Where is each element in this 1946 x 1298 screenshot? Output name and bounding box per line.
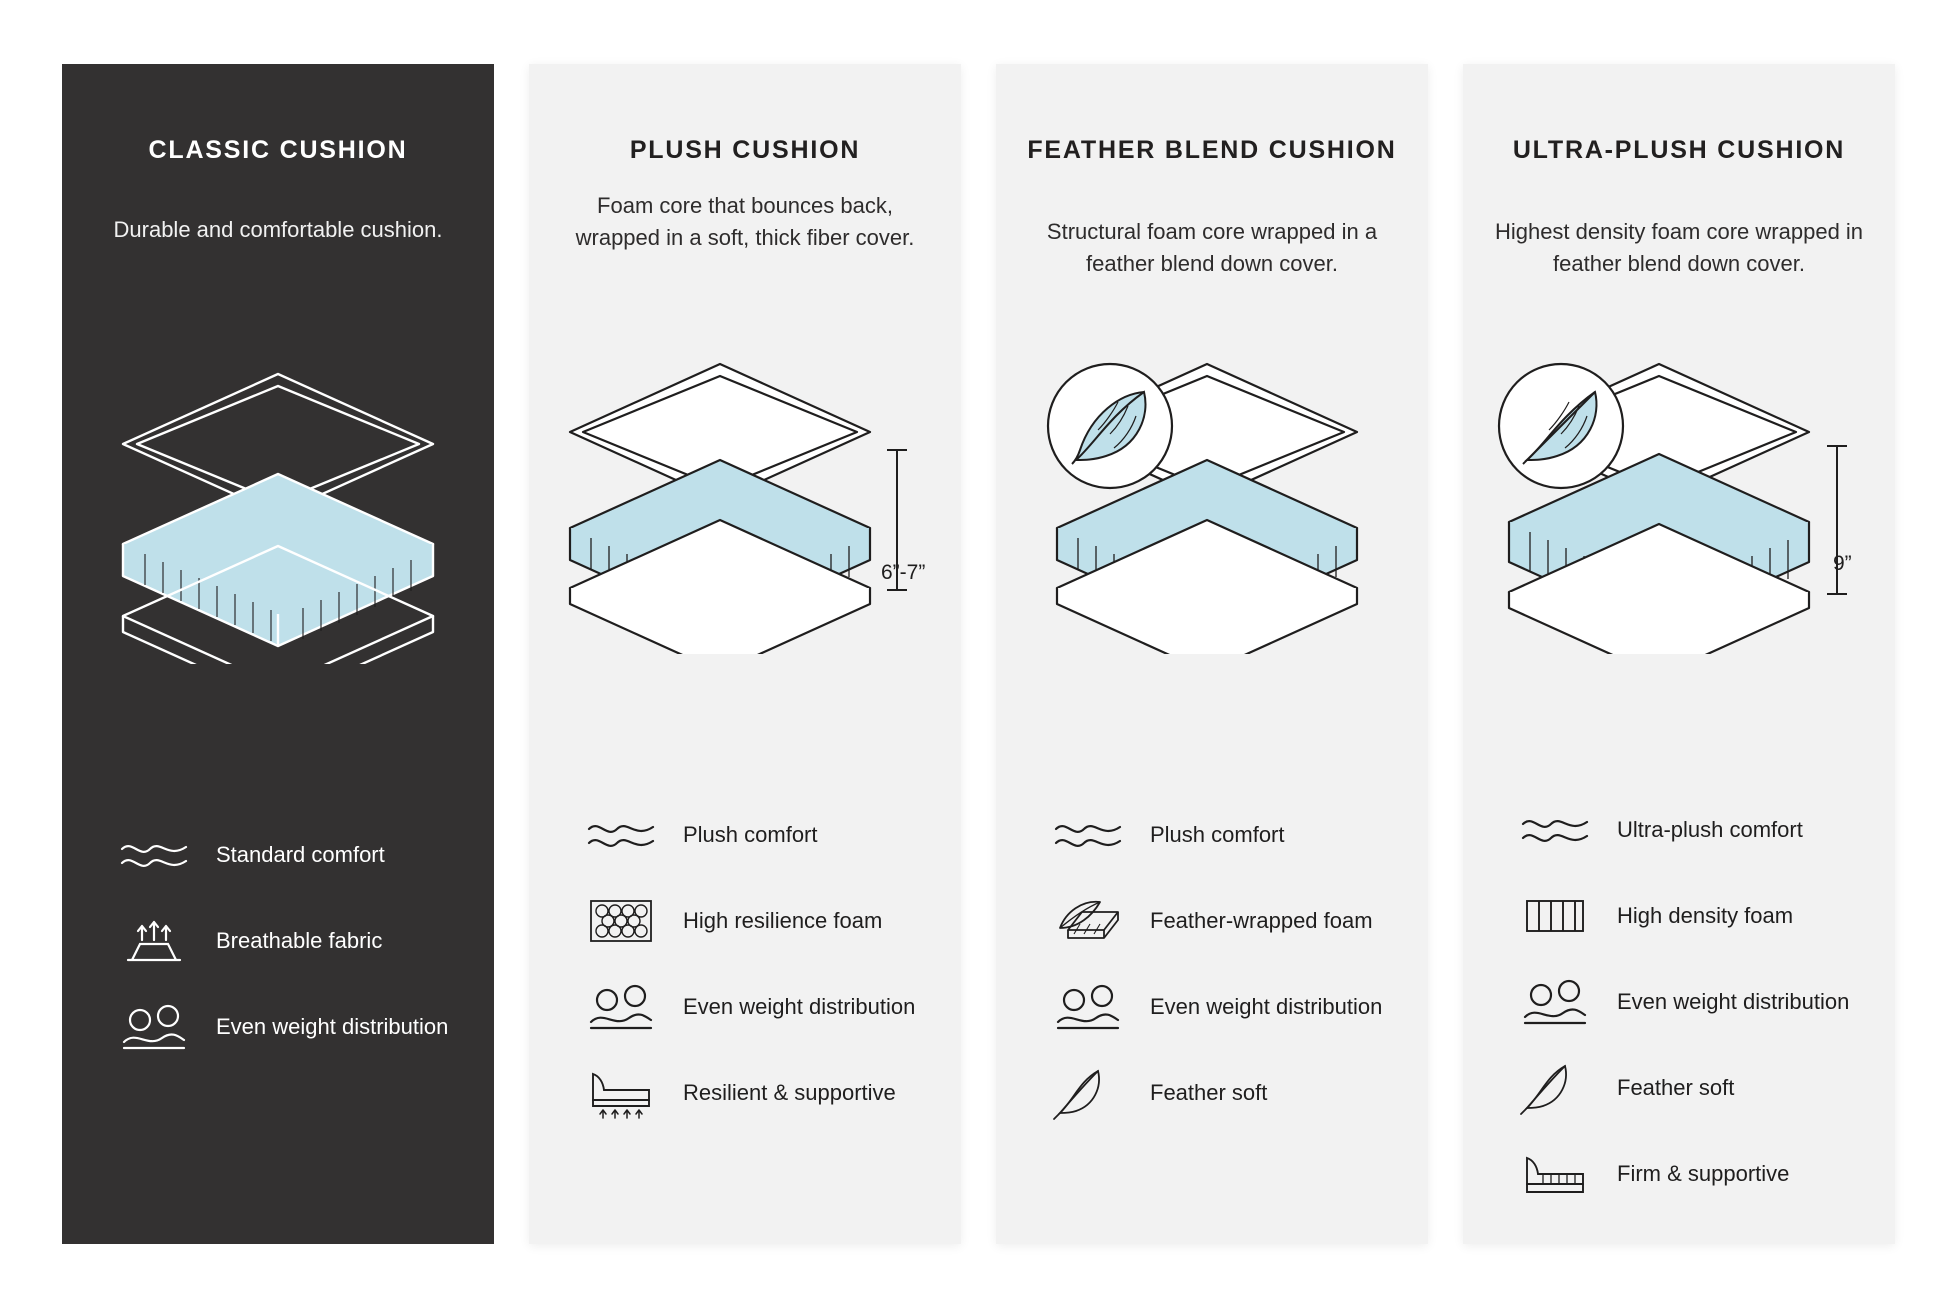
- even-weight-icon: [585, 982, 663, 1032]
- feature-label: Even weight distribution: [683, 994, 916, 1019]
- feature-label: Even weight distribution: [1617, 989, 1850, 1014]
- card-title-wrap: [62, 134, 494, 166]
- cushion-card-feather-blend[interactable]: [996, 64, 1428, 1244]
- feature-row: [1052, 976, 1400, 1038]
- feature-label: Plush comfort: [1150, 822, 1285, 847]
- cushion-card-list: [62, 64, 1895, 1244]
- feature-label: Firm & supportive: [1617, 1161, 1790, 1186]
- feature-row: [1519, 971, 1867, 1033]
- supportive-seat-icon: [585, 1066, 663, 1120]
- feature-row: [1519, 1143, 1867, 1205]
- feature-label: Plush comfort: [683, 822, 818, 847]
- feature-label: Even weight distribution: [1150, 994, 1383, 1019]
- card-description: Durable and comfortable cushion.: [113, 217, 443, 242]
- cushion-layers-svg: [1032, 354, 1392, 654]
- cushion-layers-svg: [565, 354, 925, 654]
- even-weight-icon: [1052, 982, 1130, 1032]
- feature-label: Feather soft: [1150, 1080, 1268, 1105]
- dimension-label: 6”-7”: [881, 561, 926, 584]
- breathable-fabric-icon: [118, 916, 196, 966]
- high-density-foam-icon: [1519, 893, 1597, 939]
- card-title-wrap: [996, 134, 1428, 166]
- cushion-card-ultra-plush[interactable]: [1463, 64, 1895, 1244]
- feature-list: [118, 824, 466, 1082]
- page-title: FEATHER BLEND CUSHION: [1027, 136, 1397, 164]
- feature-row: [585, 976, 933, 1038]
- page-title: ULTRA-PLUSH CUSHION: [1512, 136, 1846, 164]
- even-weight-icon: [118, 1002, 196, 1052]
- feather-icon: [1052, 1065, 1130, 1121]
- feature-row: [585, 804, 933, 866]
- feature-label: High resilience foam: [683, 908, 883, 933]
- feature-row: [118, 824, 466, 886]
- feature-row: [1519, 885, 1867, 947]
- cushion-layers-svg: [113, 364, 443, 664]
- feather-badge-icon: [1048, 364, 1172, 488]
- wave-comfort-icon: [118, 837, 196, 873]
- cushion-exploded-diagram-plush: [529, 354, 961, 684]
- wave-comfort-icon: [585, 817, 663, 853]
- card-description: Foam core that bounces back, wrapped in a soft, thick fiber cover.: [575, 193, 915, 250]
- feature-label: Resilient & supportive: [683, 1080, 896, 1105]
- feature-row: [118, 910, 466, 972]
- feature-row: [1052, 890, 1400, 952]
- feature-label: Feather soft: [1617, 1075, 1735, 1100]
- feather-badge-icon: [1499, 364, 1623, 488]
- feature-row: [1519, 799, 1867, 861]
- card-title-wrap: [1463, 134, 1895, 166]
- feature-label: Ultra-plush comfort: [1617, 817, 1803, 842]
- feather-icon: [1519, 1060, 1597, 1116]
- cushion-exploded-diagram-classic: [62, 364, 494, 694]
- feature-list: [585, 804, 933, 1148]
- firm-supportive-icon: [1519, 1148, 1597, 1200]
- cushion-layers-svg: [1489, 354, 1869, 654]
- feature-label: High density foam: [1617, 903, 1794, 928]
- feature-label: Feather-wrapped foam: [1150, 908, 1373, 933]
- feature-row: [1052, 1062, 1400, 1124]
- feature-list: [1052, 804, 1400, 1148]
- cushion-card-plush[interactable]: [529, 64, 961, 1244]
- page-title: CLASSIC CUSHION: [148, 136, 408, 164]
- wave-comfort-icon: [1519, 812, 1597, 848]
- feature-row: [585, 890, 933, 952]
- card-description: Structural foam core wrapped in a feather blend down cover.: [1046, 219, 1378, 276]
- even-weight-icon: [1519, 977, 1597, 1027]
- cushion-card-classic[interactable]: [62, 64, 494, 1244]
- cushion-exploded-diagram-feather-blend: [996, 354, 1428, 684]
- feature-row: [1519, 1057, 1867, 1119]
- feature-label: Standard comfort: [216, 842, 385, 867]
- card-title-wrap: [529, 134, 961, 166]
- feature-list: [1519, 799, 1867, 1229]
- feature-row: [585, 1062, 933, 1124]
- feature-row: [118, 996, 466, 1058]
- page-title: PLUSH CUSHION: [629, 136, 861, 164]
- dimension-label: 9”: [1833, 552, 1852, 575]
- card-description: Highest density foam core wrapped in feather blend down cover.: [1494, 219, 1864, 276]
- feature-label: Breathable fabric: [216, 928, 383, 953]
- feature-row: [1052, 804, 1400, 866]
- honeycomb-foam-icon: [585, 895, 663, 947]
- cushion-exploded-diagram-ultra-plush: [1463, 354, 1895, 684]
- feather-wrapped-foam-icon: [1052, 894, 1130, 948]
- wave-comfort-icon: [1052, 817, 1130, 853]
- feature-label: Even weight distribution: [216, 1014, 449, 1039]
